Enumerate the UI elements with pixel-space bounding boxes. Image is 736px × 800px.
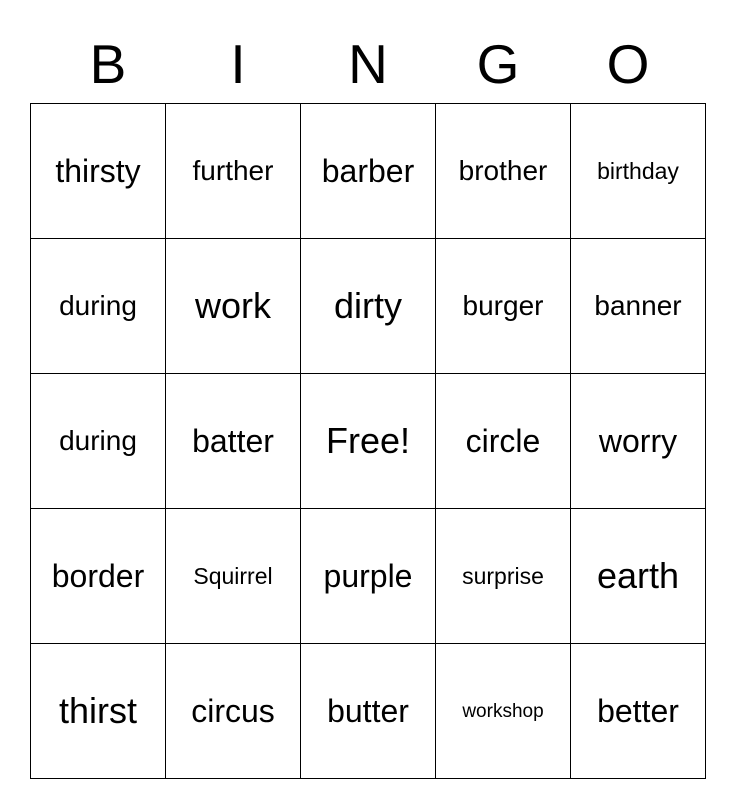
bingo-row [31, 374, 706, 509]
bingo-cell[interactable]: further [166, 104, 301, 239]
bingo-row [31, 644, 706, 779]
bingo-cell[interactable]: worry [571, 374, 706, 509]
bingo-cell[interactable]: circle [436, 374, 571, 509]
bingo-cell[interactable]: banner [571, 239, 706, 374]
bingo-cell[interactable]: thirsty [31, 104, 166, 239]
bingo-cell[interactable]: barber [301, 104, 436, 239]
bingo-row [31, 104, 706, 239]
bingo-cell[interactable]: earth [571, 509, 706, 644]
bingo-cell[interactable]: during [31, 374, 166, 509]
bingo-cell[interactable]: batter [166, 374, 301, 509]
bingo-cell[interactable]: birthday [571, 104, 706, 239]
bingo-row [31, 239, 706, 374]
bingo-cell[interactable]: brother [436, 104, 571, 239]
bingo-header-letter-b: B [89, 33, 127, 95]
bingo-cell[interactable]: work [166, 239, 301, 374]
bingo-cell[interactable]: during [31, 239, 166, 374]
bingo-header-letter-i: I [230, 33, 246, 95]
bingo-header-letter-n: N [348, 33, 388, 95]
bingo-header-letter-o: O [606, 33, 650, 95]
bingo-grid [30, 103, 706, 779]
bingo-cell[interactable]: Squirrel [166, 509, 301, 644]
bingo-header [43, 0, 693, 96]
bingo-row [31, 509, 706, 644]
bingo-cell[interactable]: dirty [301, 239, 436, 374]
bingo-cell[interactable]: thirst [31, 644, 166, 779]
bingo-cell[interactable]: border [31, 509, 166, 644]
bingo-cell[interactable]: purple [301, 509, 436, 644]
bingo-cell[interactable]: circus [166, 644, 301, 779]
bingo-cell[interactable]: better [571, 644, 706, 779]
bingo-cell[interactable]: surprise [436, 509, 571, 644]
bingo-cell-free[interactable]: Free! [301, 374, 436, 509]
bingo-cell[interactable]: burger [436, 239, 571, 374]
bingo-cell[interactable]: butter [301, 644, 436, 779]
bingo-header-letter-g: G [476, 33, 520, 95]
bingo-cell[interactable]: workshop [436, 644, 571, 779]
